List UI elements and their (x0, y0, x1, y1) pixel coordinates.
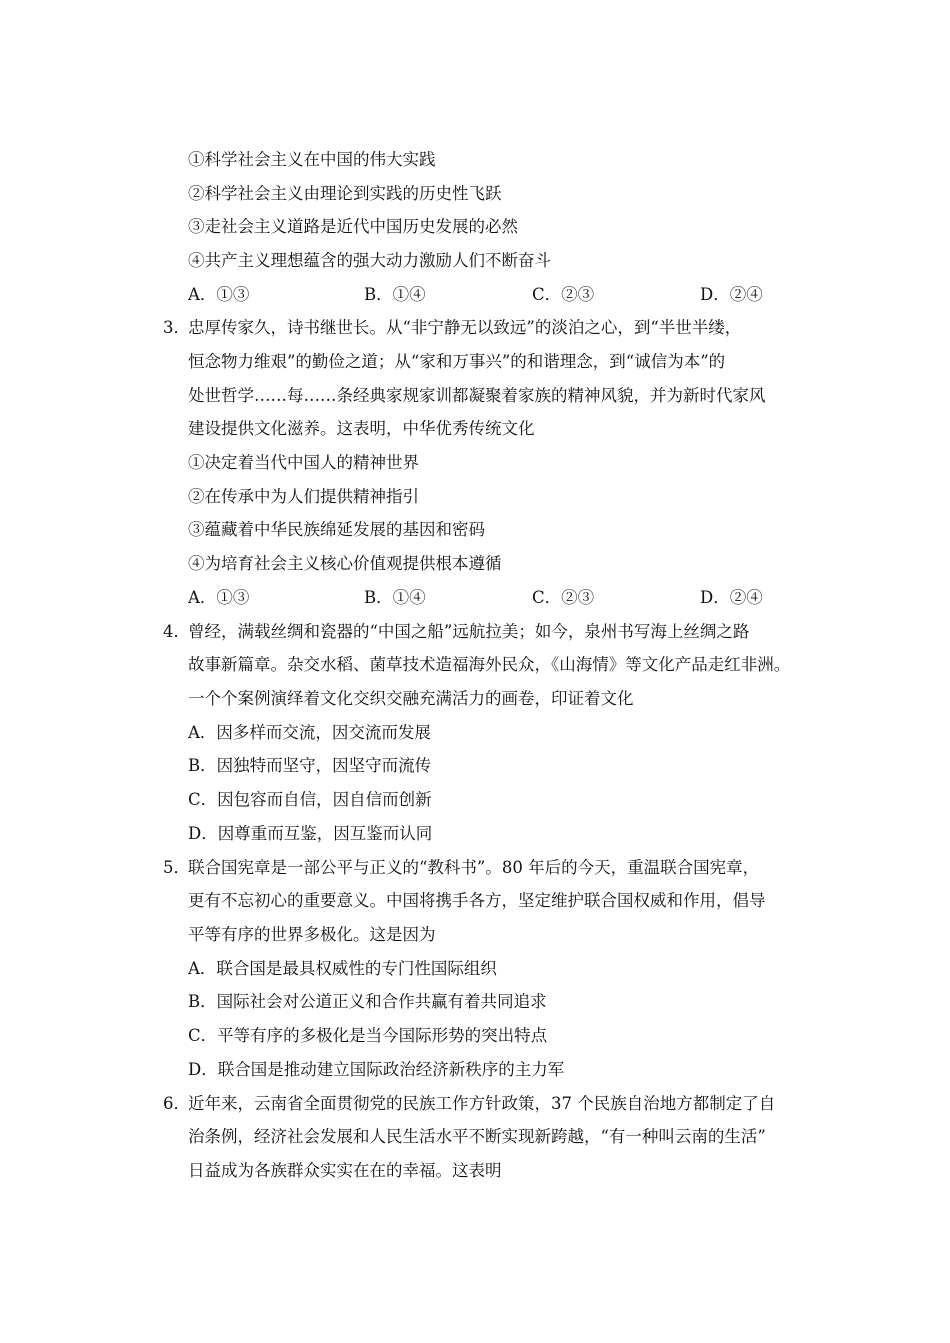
question-6-stem-line: 日益成为各族群众实实在在的幸福。这表明 (188, 1161, 502, 1180)
statement-2: ②科学社会主义由理论到实践的历史性飞跃 (188, 184, 502, 203)
question-3-choice-b: B．①④ (364, 588, 426, 607)
choice-c: C．②③ (532, 285, 595, 304)
question-3-stem-line: 建设提供文化滋养。这表明，中华优秀传统文化 (188, 419, 535, 438)
question-5-stem-line: 联合国宪章是一部公平与正义的“教科书”。80 年后的今天，重温联合国宪章， (188, 858, 760, 877)
question-5-option-c: C．平等有序的多极化是当今国际形势的突出特点 (188, 1026, 548, 1045)
question-3-choice-d: D．②④ (700, 588, 763, 607)
question-5-option-b: B．国际社会对公道正义和合作共赢有着共同追求 (188, 992, 547, 1011)
question-3-choice-c: C．②③ (532, 588, 595, 607)
question-4-stem-line: 故事新篇章。杂交水稻、菌草技术造福海外民众，《山海情》等文化产品走红非洲。 (188, 655, 791, 674)
question-6-stem-line: 近年来，云南省全面贯彻党的民族工作方针政策，37 个民族自治地方都制定了自 (188, 1094, 776, 1113)
question-5-number: 5． (163, 858, 190, 877)
question-3-number: 3． (163, 318, 190, 337)
question-6-stem-line: 治条例，经济社会发展和人民生活水平不断实现新跨越，“有一种叫云南的生活” (188, 1127, 766, 1146)
question-5-stem-line: 更有不忘初心的重要意义。中国将携手各方，坚定维护联合国权威和作用，倡导 (188, 891, 766, 910)
question-5-option-d: D．联合国是推动建立国际政治经济新秩序的主力军 (188, 1060, 565, 1079)
question-3-choice-a: A．①③ (188, 588, 250, 607)
question-4-option-d: D．因尊重而互鉴，因互鉴而认同 (188, 824, 433, 843)
choice-a: A．①③ (188, 285, 250, 304)
question-3-stem-line: 忠厚传家久，诗书继世长。从“非宁静无以致远”的淡泊之心，到“半世半缕， (188, 318, 742, 337)
question-4-option-a: A．因多样而交流，因交流而发展 (188, 723, 431, 742)
question-3-statement-4: ④为培育社会主义核心价值观提供根本遵循 (188, 554, 502, 573)
question-4-stem-line: 一个个案例演绎着文化交织交融充满活力的画卷，印证着文化 (188, 689, 634, 708)
question-6-number: 6． (163, 1094, 190, 1113)
question-4-option-b: B．因独特而坚守，因坚守而流传 (188, 756, 432, 775)
question-4-number: 4． (163, 622, 190, 641)
question-4-stem-line: 曾经，满载丝绸和瓷器的“中国之船”远航拉美；如今，泉州书写海上丝绸之路 (188, 622, 750, 641)
choice-d: D．②④ (700, 285, 763, 304)
question-3-stem-line: 处世哲学……每……条经典家规家训都凝聚着家族的精神风貌，并为新时代家风 (188, 386, 766, 405)
question-3-statement-3: ③蕴藏着中华民族绵延发展的基因和密码 (188, 520, 485, 539)
question-4-option-c: C．因包容而自信，因自信而创新 (188, 790, 432, 809)
question-3-stem-line: 恒念物力维艰”的勤俭之道；从“家和万事兴”的和谐理念，到“诚信为本”的 (188, 352, 726, 371)
statement-4: ④共产主义理想蕴含的强大动力激励人们不断奋斗 (188, 251, 551, 270)
statement-1: ①科学社会主义在中国的伟大实践 (188, 150, 436, 169)
question-5-option-a: A．联合国是最具权威性的专门性国际组织 (188, 959, 497, 978)
question-3-statement-2: ②在传承中为人们提供精神指引 (188, 487, 419, 506)
choice-b: B．①④ (364, 285, 426, 304)
question-5-stem-line: 平等有序的世界多极化。这是因为 (188, 925, 436, 944)
question-3-statement-1: ①决定着当代中国人的精神世界 (188, 453, 419, 472)
statement-3: ③走社会主义道路是近代中国历史发展的必然 (188, 217, 518, 236)
